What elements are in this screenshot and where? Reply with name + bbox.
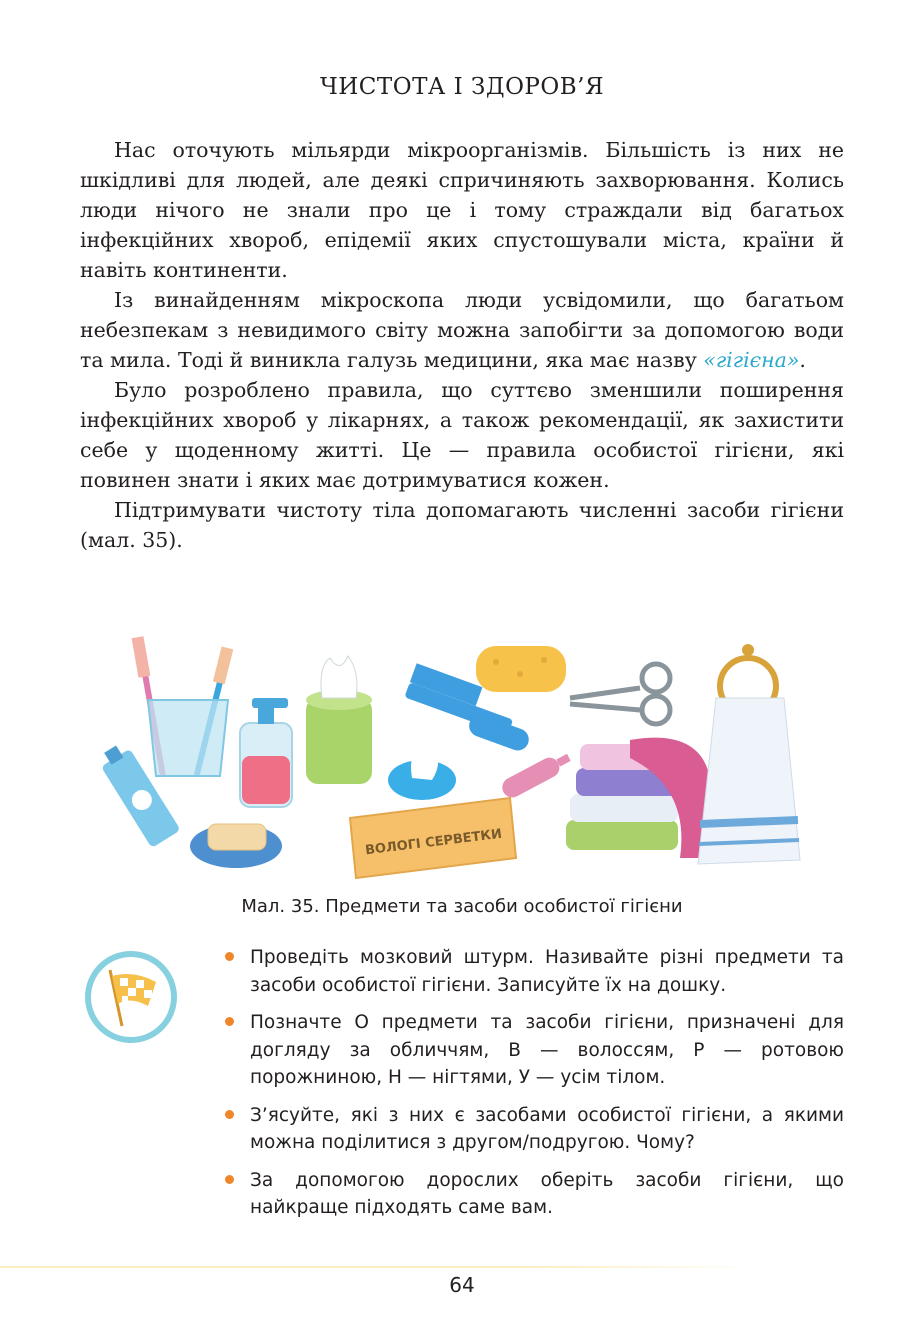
paragraph-2-text: Із винайденням мікроскопа люди усвідомили, що багатьом небезпекам з невидимого світу можна запобігти за допомогою води та мила. Тоді й виникла галузь медицини, яка має назву — [80, 288, 844, 372]
toothbrush-cup-icon — [132, 636, 234, 777]
hanging-towel-icon — [698, 644, 800, 864]
wet-wipes-label: ВОЛОГІ СЕРВЕТКИ — [364, 826, 503, 859]
task-item — [222, 1009, 844, 1092]
task-list — [222, 944, 844, 1232]
folded-towels-icon — [566, 738, 710, 858]
bullet-icon — [225, 1017, 234, 1026]
bullet-icon — [225, 1110, 234, 1119]
task-item — [222, 1167, 844, 1222]
task-text: З’ясуйте, які з них є засобами особистої гігієни, а якими можна поділитися з другом/подругою. Чому? — [250, 1104, 844, 1153]
hygiene-term: «гігієна» — [703, 348, 800, 372]
task-text: Позначте О предмети та засоби гігієни, призначені для догляду за обличчям, В — волоссям, Р — ротовою порожниною, Н — нігтями, У — усім тілом. — [250, 1012, 844, 1088]
hygiene-items-illustration — [100, 628, 830, 888]
footer-divider — [0, 1266, 760, 1268]
task-item — [222, 1102, 844, 1157]
paragraph-2-end: . — [799, 348, 806, 372]
bullet-icon — [225, 1175, 234, 1184]
checkered-flag-icon — [82, 948, 180, 1046]
wet-wipes-icon — [350, 748, 516, 878]
hairbrush-icon — [499, 749, 574, 801]
figure-caption: Мал. 35. Предмети та засоби особистої гігієни — [241, 896, 683, 917]
soap-dispenser-icon — [240, 698, 292, 807]
task-item — [222, 944, 844, 999]
tissue-box-icon — [306, 656, 372, 784]
paragraph-2 — [80, 285, 844, 375]
task-text: Проведіть мозковий штурм. Називайте різні предмети та засоби особистої гігієни. Записуйте їх на дошку. — [250, 947, 844, 996]
sponge-icon — [476, 646, 566, 692]
scissors-icon — [570, 664, 670, 724]
paragraph-1: Нас оточують мільярди мікроорганізмів. Більшість із них не шкідливі для людей, але деякі спричиняють захворювання. Колись люди нічого не знали про це і тому страждали від багатьох інфекційних хвороб, епідемії яких спустошували міста, країни й навіть континенти. — [80, 138, 844, 282]
task-text: За допомогою дорослих оберіть засоби гігієни, що найкраще підходять саме вам. — [250, 1169, 844, 1218]
bullet-icon — [225, 952, 234, 961]
page-number: 64 — [449, 1273, 475, 1297]
paragraph-4: Підтримувати чистоту тіла допомагають численні засоби гігієни (мал. 35). — [80, 498, 844, 552]
paragraph-3: Було розроблено правила, що суттєво зменшили поширення інфекційних хвороб у лікарнях, а також рекомендації, як захистити себе у щоденному житті. Це — правила особистої гігієни, які повинен знати і яких має дотримуватися кожен. — [80, 378, 844, 492]
body-text — [80, 135, 844, 555]
page-title: ЧИСТОТА І ЗДОРОВ’Я — [319, 74, 605, 100]
soap-dish-icon — [190, 824, 282, 868]
